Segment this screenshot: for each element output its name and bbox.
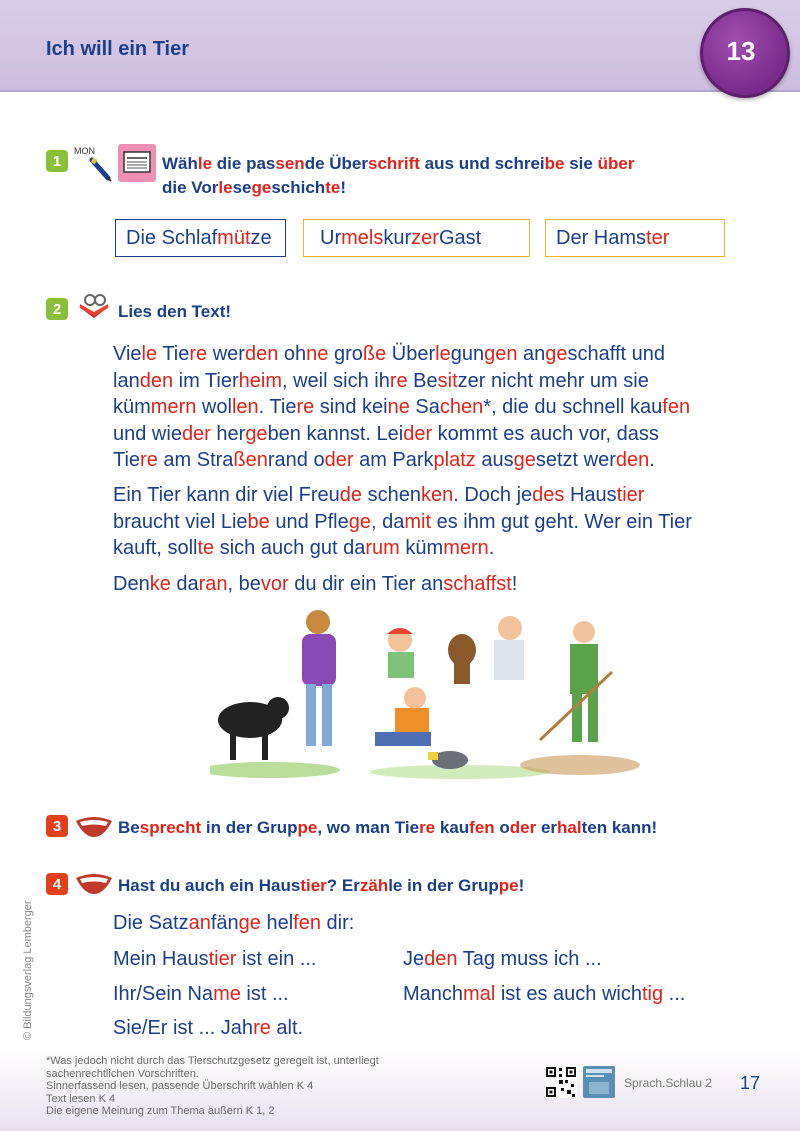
read-book-icon [74, 292, 114, 326]
syllable-highlight: tier [208, 948, 237, 970]
syllable-highlight: fen [293, 912, 321, 934]
text-segment: Der Hams [556, 226, 647, 249]
syllable-highlight: tier [616, 484, 645, 506]
text-segment: am Park [353, 449, 434, 471]
task1-instruction-line1 [162, 152, 634, 176]
text-segment: de Über [304, 154, 368, 173]
syllable-highlight: sprecht [139, 818, 202, 837]
syllable-highlight: te [197, 537, 215, 559]
syllable-highlight: ge [545, 343, 568, 365]
text-segment: wol [196, 396, 232, 418]
sentence-starters-intro [113, 912, 354, 935]
text-segment: wer [207, 343, 245, 365]
text-segment: schafft und [567, 343, 665, 365]
text-segment: Tie [113, 449, 141, 471]
text-segment: Haus [564, 484, 617, 506]
text-segment: ist es auch wich [495, 983, 642, 1005]
text-segment: im Tier [173, 369, 239, 392]
footnote-line: sachenrechtlichen Vorschriften. [46, 1067, 199, 1080]
text-segment: *, die du schnell kau [483, 396, 663, 418]
syllable-highlight: be [247, 510, 270, 533]
syllable-highlight: tig [642, 983, 664, 1005]
syllable-highlight: be [544, 154, 565, 173]
syllable-highlight: schrift [367, 154, 420, 173]
syllable-highlight: über [597, 154, 635, 173]
syllable-highlight: ke [149, 573, 171, 595]
heading-option-2[interactable] [303, 219, 530, 257]
text-segment: am Stra [157, 449, 234, 471]
text-segment: , be [227, 573, 261, 595]
text-segment: aus und schrei [419, 154, 545, 173]
syllable-highlight: ge [348, 510, 371, 533]
syllable-highlight: mern [443, 537, 489, 559]
syllable-highlight: der [509, 818, 537, 837]
syllable-highlight: ge [238, 912, 261, 934]
text-segment: es ihm gut geht. Wer ein Tier [431, 510, 692, 533]
task-number-1: 1 [46, 150, 68, 172]
task-number-2: 2 [46, 298, 68, 320]
text-segment: da [170, 573, 199, 595]
syllable-highlight: ne [387, 396, 410, 418]
text-line [113, 368, 763, 395]
text-segment: hel [260, 912, 294, 934]
syllable-highlight: len [231, 396, 259, 418]
syllable-highlight: zäh [359, 876, 389, 895]
syllable-highlight: me [213, 983, 241, 1005]
syllable-highlight: re [389, 369, 408, 392]
task4-instruction [118, 874, 524, 898]
syllable-highlight: ter [646, 226, 670, 249]
text-segment: oh [278, 343, 307, 365]
text-segment: Je [403, 948, 425, 970]
text-segment: dir: [320, 912, 355, 934]
text-segment: setzt wer [535, 449, 616, 471]
syllable-highlight: de [339, 484, 363, 506]
syllable-highlight: den [244, 343, 279, 365]
sentence-starter [113, 1017, 303, 1040]
text-segment: küm [399, 537, 444, 559]
text-segment: Hast du auch ein Haus [118, 876, 301, 895]
text-segment: ... [663, 983, 686, 1005]
text-segment: die Vor [162, 178, 219, 197]
text-segment: Mein Haus [113, 948, 209, 970]
task-number-3: 3 [46, 815, 68, 837]
text-segment: Be [118, 818, 140, 837]
text-line [113, 482, 763, 509]
syllable-highlight: vor [260, 573, 289, 595]
syllable-highlight: le [197, 154, 213, 173]
syllable-highlight: le [435, 343, 451, 365]
text-line [113, 394, 763, 421]
media-badge-icon[interactable] [583, 1066, 615, 1098]
text-segment: gun [450, 343, 485, 365]
syllable-highlight: le [218, 178, 233, 197]
text-segment: ten kann! [581, 818, 658, 837]
text-segment: die pas [212, 154, 276, 173]
text-segment: an [517, 343, 546, 365]
text-segment: Manch [403, 983, 464, 1005]
text-segment: ? Er [326, 876, 360, 895]
syllable-highlight: sen [275, 154, 305, 173]
text-segment: Vie [113, 343, 142, 365]
text-segment: schen [362, 484, 421, 506]
text-segment: Die Satz [113, 912, 189, 934]
text-segment: Ur [320, 226, 342, 249]
page-number-badge: 13 [700, 8, 790, 98]
syllable-highlight: mern [150, 396, 197, 418]
syllable-highlight: fen [662, 396, 691, 418]
page-title: Ich will ein Tier [46, 38, 190, 60]
sentence-starter [403, 983, 685, 1006]
syllable-highlight: hal [557, 818, 582, 837]
text-segment: . [649, 449, 655, 471]
syllable-highlight: der [324, 449, 354, 471]
text-segment: Wäh [162, 154, 198, 173]
text-segment: ben kannst. Lei [267, 422, 404, 445]
task3-instruction [118, 816, 657, 840]
syllable-highlight: tier [300, 876, 327, 895]
speaking-mouth-icon [74, 815, 114, 839]
text-segment: in der Grup [201, 818, 298, 837]
syllable-highlight: den [615, 449, 650, 471]
text-segment: und Pfle [269, 510, 349, 533]
text-segment: . Doch je [453, 484, 533, 506]
syllable-highlight: ße [362, 343, 387, 365]
syllable-highlight: pe [498, 876, 519, 895]
syllable-highlight: re [253, 1017, 271, 1039]
text-segment: kau [435, 818, 470, 837]
write-pencil-icon [74, 146, 116, 182]
text-segment: ! [511, 573, 518, 595]
syllable-highlight: gen [484, 343, 518, 365]
text-segment: rand o [267, 449, 325, 471]
text-segment: ! [340, 178, 346, 197]
syllable-highlight: ge [245, 422, 268, 445]
heading-option-1[interactable] [115, 219, 286, 257]
text-segment: ! [518, 876, 525, 895]
syllable-highlight: platz [433, 449, 476, 471]
text-segment: fän [210, 912, 239, 934]
syllable-highlight: chen [439, 396, 484, 418]
text-segment: Über [386, 343, 436, 365]
text-segment: lan [113, 369, 140, 392]
text-segment: braucht viel Lie [113, 510, 248, 533]
text-segment: Die Schlaf [126, 226, 218, 249]
task2-instruction: Lies den Text! [118, 302, 232, 321]
sentence-starter [113, 948, 316, 971]
text-segment: kommt es auch vor, dass [432, 422, 659, 445]
text-segment: o [494, 818, 510, 837]
footnote [46, 1055, 379, 1118]
book-title: Sprach.Schlau 2 [624, 1076, 713, 1090]
task1-instruction-line2 [162, 176, 346, 200]
text-segment: Be [407, 369, 438, 392]
text-segment: Den [113, 573, 150, 595]
syllable-highlight: ge [513, 449, 536, 471]
skill-note: Text lesen K 4 [46, 1092, 116, 1105]
syllable-highlight: ran [198, 573, 228, 595]
syllable-highlight: pe [297, 818, 318, 837]
syllable-highlight: sit [437, 369, 458, 392]
text-segment: sie [564, 154, 598, 173]
text-segment: . [488, 537, 495, 559]
text-segment: sind kei [314, 396, 388, 418]
reading-paragraph-2 [113, 482, 763, 562]
text-segment: Sie/Er ist ... Jah [113, 1017, 254, 1039]
syllable-highlight: ne [306, 343, 329, 365]
text-segment: ist ... [240, 983, 289, 1005]
text-segment: aus [475, 449, 514, 471]
footer-page-number: 17 [740, 1073, 761, 1093]
reading-paragraph-1 [113, 341, 763, 474]
text-line [113, 509, 763, 536]
text-line [113, 447, 763, 474]
syllable-highlight: zer [411, 226, 439, 249]
text-segment: kauft, soll [113, 537, 198, 559]
syllable-highlight: müt [217, 226, 251, 249]
text-segment: schich [271, 178, 326, 197]
syllable-highlight: mit [404, 510, 432, 533]
icon-mark-text: MON [74, 146, 95, 156]
text-segment: du dir ein Tier an [288, 573, 444, 595]
text-segment: Gast [438, 226, 482, 249]
text-segment: und wie [113, 422, 182, 445]
syllable-highlight: fen [469, 818, 495, 837]
text-segment: zer nicht mehr um sie [457, 369, 649, 392]
syllable-highlight: heim [238, 369, 282, 392]
sentence-starter [403, 948, 602, 971]
footnote-line: *Was jedoch nicht durch das Tierschutzgesetz geregelt ist, unterliegt [46, 1055, 379, 1067]
syllable-highlight: den [139, 369, 174, 392]
text-segment: Tie [157, 343, 190, 365]
text-segment: her [210, 422, 246, 445]
text-segment: alt. [270, 1017, 304, 1039]
syllable-highlight: des [532, 484, 565, 506]
text-line [113, 421, 763, 448]
text-segment: , wo man Tie [317, 818, 420, 837]
text-segment: Sa [409, 396, 440, 418]
text-segment: ze [250, 226, 272, 249]
text-line [113, 571, 763, 598]
syllable-highlight: le [141, 343, 158, 365]
text-segment: ist ein ... [236, 948, 317, 970]
syllable-highlight: der [181, 422, 211, 445]
syllable-highlight: ßen [233, 449, 268, 471]
text-segment: se [232, 178, 252, 197]
syllable-highlight: ken [420, 484, 454, 506]
text-line [113, 341, 763, 368]
text-segment: gro [328, 343, 363, 365]
qr-code-icon[interactable] [545, 1066, 577, 1098]
syllable-highlight: re [296, 396, 315, 418]
text-segment: sich auch gut da [214, 537, 366, 559]
text-segment: , weil sich ih [282, 369, 390, 392]
text-segment: Ein Tier kann dir viel Freu [113, 484, 340, 506]
skill-note: Sinnerfassend lesen, passende Überschrift wählen K 4 [46, 1080, 314, 1092]
syllable-highlight: mal [463, 983, 496, 1005]
syllable-highlight: ge [251, 178, 272, 197]
text-segment: . Tie [258, 396, 297, 418]
syllable-highlight: re [140, 449, 158, 471]
reading-paragraph-3 [113, 571, 763, 598]
syllable-highlight: schaffst [443, 573, 512, 595]
text-segment: Tag muss ich ... [457, 948, 602, 970]
task-number-4: 4 [46, 873, 68, 895]
pets-illustration [210, 600, 640, 780]
heading-choice-icon [118, 144, 156, 182]
text-segment: , da [370, 510, 405, 533]
heading-option-3[interactable] [545, 219, 725, 257]
sentence-starter [113, 983, 289, 1006]
text-segment: küm [113, 396, 151, 418]
text-segment: Ihr/Sein Na [113, 983, 214, 1005]
text-segment: kur [383, 226, 412, 249]
text-segment: er [536, 818, 558, 837]
syllable-highlight: der [403, 422, 433, 445]
text-line [113, 535, 763, 562]
syllable-highlight: re [189, 343, 208, 365]
speaking-mouth-icon [74, 872, 114, 896]
text-segment: le in der Grup [388, 876, 499, 895]
syllable-highlight: re [419, 818, 436, 837]
syllable-highlight: te [325, 178, 341, 197]
syllable-highlight: mels [341, 226, 384, 249]
syllable-highlight: den [424, 948, 458, 970]
syllable-highlight: rum [365, 537, 400, 559]
copyright-note: © Bildungsverlag Lemberger [22, 900, 34, 1040]
skill-note: Die eigene Meinung zum Thema äußern K 1, 2 [46, 1105, 275, 1117]
syllable-highlight: an [188, 912, 211, 934]
